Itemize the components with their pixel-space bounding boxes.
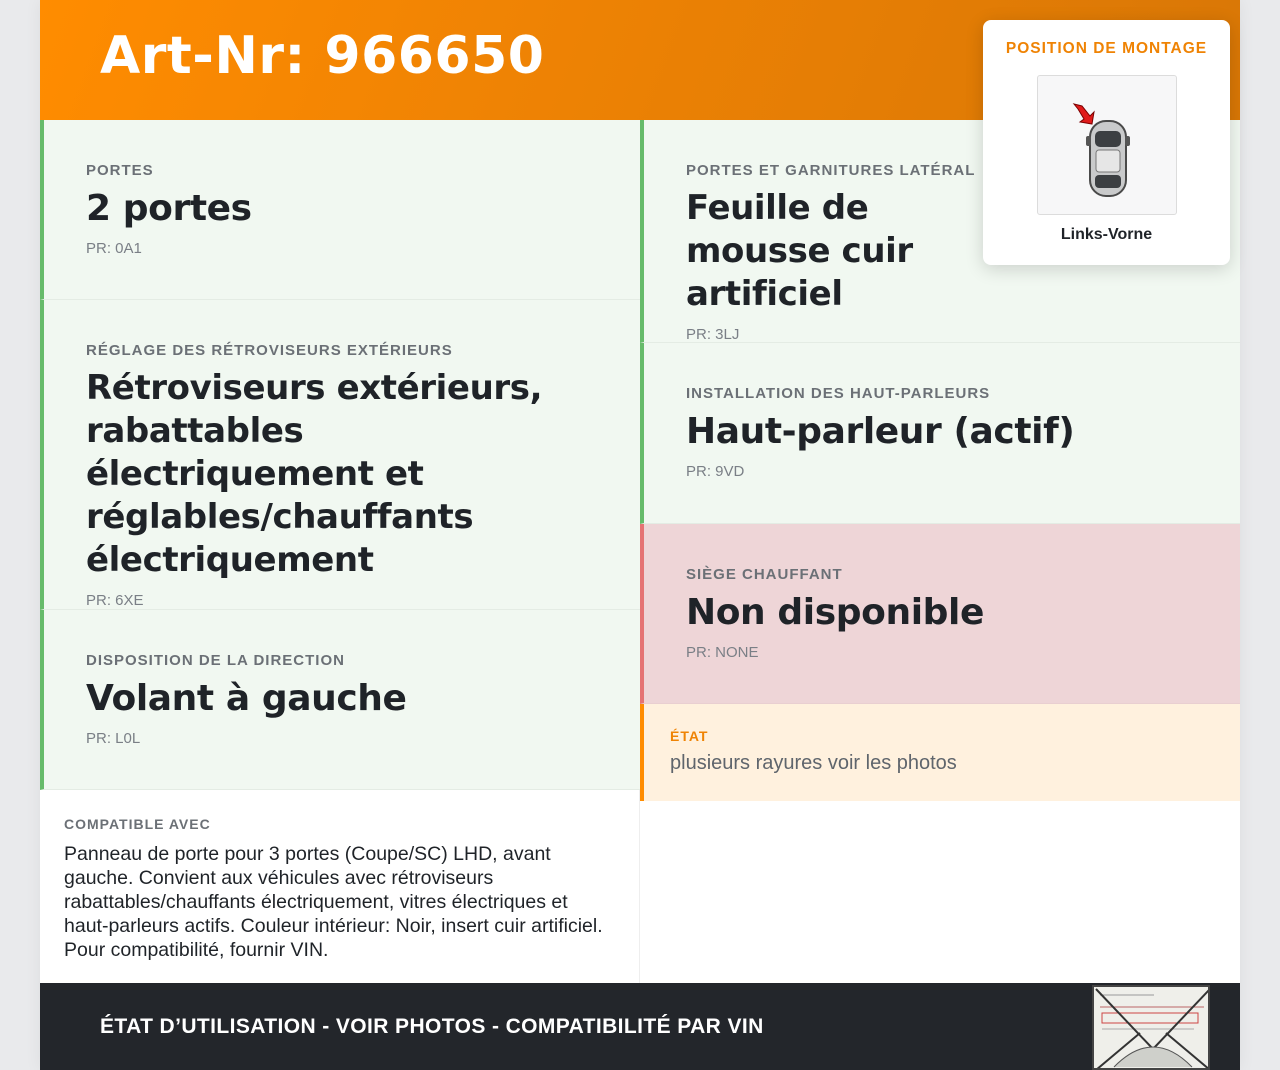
spec-label: SIÈGE CHAUFFANT (686, 566, 843, 583)
spec-label: INSTALLATION DES HAUT-PARLEURS (686, 385, 991, 402)
spec-retroviseurs (40, 300, 640, 610)
mounting-position-title: POSITION DE MONTAGE (1005, 40, 1208, 57)
spec-value: 2 portes (86, 188, 252, 229)
footer-text: ÉTAT D’UTILISATION - VOIR PHOTOS - COMPATIBILITÉ PAR VIN (100, 1015, 764, 1038)
spec-portes (40, 120, 640, 300)
arrow-indicator-icon (1074, 104, 1094, 124)
spec-value: Feuille de mousse cuir artificiel (686, 188, 913, 314)
spec-value: Volant à gauche (86, 678, 407, 719)
spec-direction (40, 610, 640, 790)
condition-text: plusieurs rayures voir les photos (670, 752, 957, 774)
compatibility-text: Panneau de porte pour 3 portes (Coupe/SC) LHD, avant gauche. Convient aux véhicules avec rétroviseurs rabattables/chauffants électriquement, vitres électriques et haut-parleurs actifs. Couleur intérieur: Noir, insert cuir artificiel. Pour compatibilité, fournir VIN. (64, 843, 603, 961)
spec-pr-code: PR: 3LJ (686, 326, 740, 343)
spec-value: Rétroviseurs extérieurs, rabattables électriquement et réglables/chauffants électriquement (86, 368, 543, 580)
spec-haut-parleurs (640, 343, 1240, 524)
spec-label: DISPOSITION DE LA DIRECTION (86, 652, 345, 669)
spec-label: PORTES ET GARNITURES LATÉRAL (686, 162, 976, 179)
mounting-diagram (1037, 75, 1177, 215)
envelope-stamp-icon (1092, 985, 1210, 1070)
compatibility-box (40, 790, 640, 983)
condition-label: ÉTAT (670, 728, 709, 744)
compatibility-label: COMPATIBLE AVEC (64, 816, 211, 832)
mounting-position-caption: Links-Vorne (1060, 226, 1153, 243)
spec-pr-code: PR: 0A1 (86, 240, 142, 257)
footer-banner (40, 983, 1240, 1070)
spec-pr-code: PR: NONE (686, 644, 759, 661)
spec-pr-code: PR: 9VD (686, 463, 745, 480)
article-number: Art-Nr: 966650 (100, 26, 545, 86)
spec-value: Non disponible (686, 592, 984, 633)
spec-siege-chauffant (640, 524, 1240, 704)
condition-box (640, 704, 1240, 801)
spec-value: Haut-parleur (actif) (686, 411, 1075, 452)
spec-label: RÉGLAGE DES RÉTROVISEURS EXTÉRIEURS (86, 342, 453, 359)
mounting-position-card (983, 20, 1230, 265)
spec-pr-code: PR: 6XE (86, 592, 144, 609)
car-top-view-icon (1086, 121, 1130, 196)
spec-pr-code: PR: L0L (86, 730, 141, 747)
spec-label: PORTES (86, 162, 154, 179)
